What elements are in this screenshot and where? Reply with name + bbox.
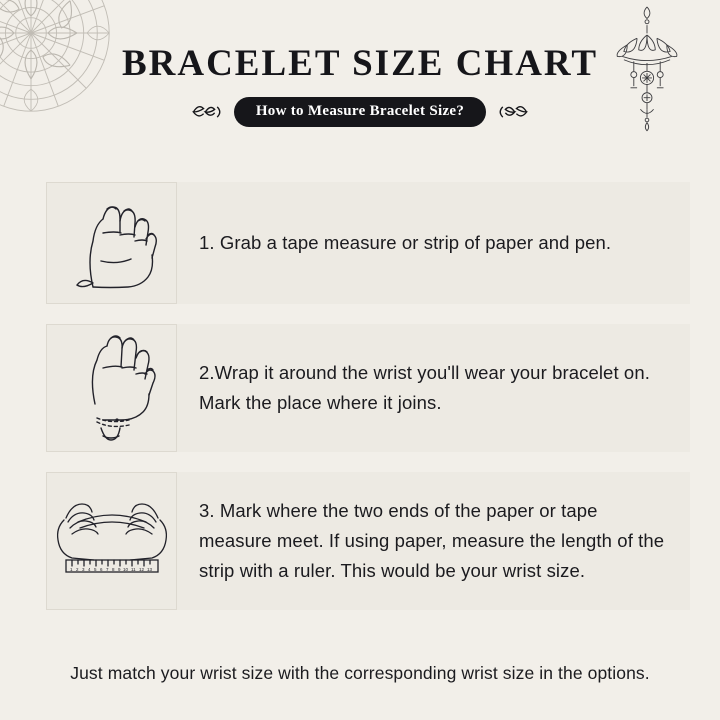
svg-text:4: 4 <box>87 567 91 572</box>
step-item <box>0 324 720 452</box>
step-1-image <box>46 182 177 304</box>
page-title: BRACELET SIZE CHART <box>121 43 599 84</box>
flourish-ornament-right <box>496 101 530 123</box>
svg-text:8: 8 <box>111 567 115 572</box>
subtitle-row <box>0 97 720 127</box>
svg-text:6: 6 <box>99 567 103 572</box>
hand-with-tape-around-wrist-line-drawing <box>57 332 167 444</box>
flourish-ornament-left <box>190 101 224 123</box>
steps-list <box>0 182 720 630</box>
svg-text:2: 2 <box>75 567 79 572</box>
svg-text:5: 5 <box>93 567 97 572</box>
svg-text:9: 9 <box>117 567 121 572</box>
svg-text:1: 1 <box>69 567 73 572</box>
step-2-text-panel <box>177 324 690 452</box>
hands-measuring-strip-with-ruler-line-drawing <box>52 482 172 600</box>
svg-text:11: 11 <box>130 567 136 572</box>
step-3-text-panel <box>177 472 690 610</box>
step-2-image <box>46 324 177 452</box>
footer-note: Just match your wrist size with the corresponding wrist size in the options. <box>70 663 650 683</box>
step-1-text: 1. Grab a tape measure or strip of paper and pen. <box>199 232 612 254</box>
svg-text:3: 3 <box>81 567 85 572</box>
svg-text:12: 12 <box>138 567 144 572</box>
subtitle-pill: How to Measure Bracelet Size? <box>234 97 486 127</box>
header <box>0 44 720 127</box>
svg-text:7: 7 <box>105 567 109 572</box>
step-3-image <box>46 472 177 610</box>
step-item <box>0 182 720 304</box>
svg-text:10: 10 <box>122 567 128 572</box>
step-2-text: 2.Wrap it around the wrist you'll wear your bracelet on. Mark the place where it joins. <box>199 362 650 413</box>
svg-text:13: 13 <box>146 567 152 572</box>
step-1-text-panel <box>177 182 690 304</box>
step-3-text: 3. Mark where the two ends of the paper or tape measure meet. If using paper, measure the length of the strip with a ruler. This would be your wrist size. <box>199 500 665 581</box>
closed-fist-line-drawing <box>57 191 167 295</box>
step-item <box>0 472 720 610</box>
